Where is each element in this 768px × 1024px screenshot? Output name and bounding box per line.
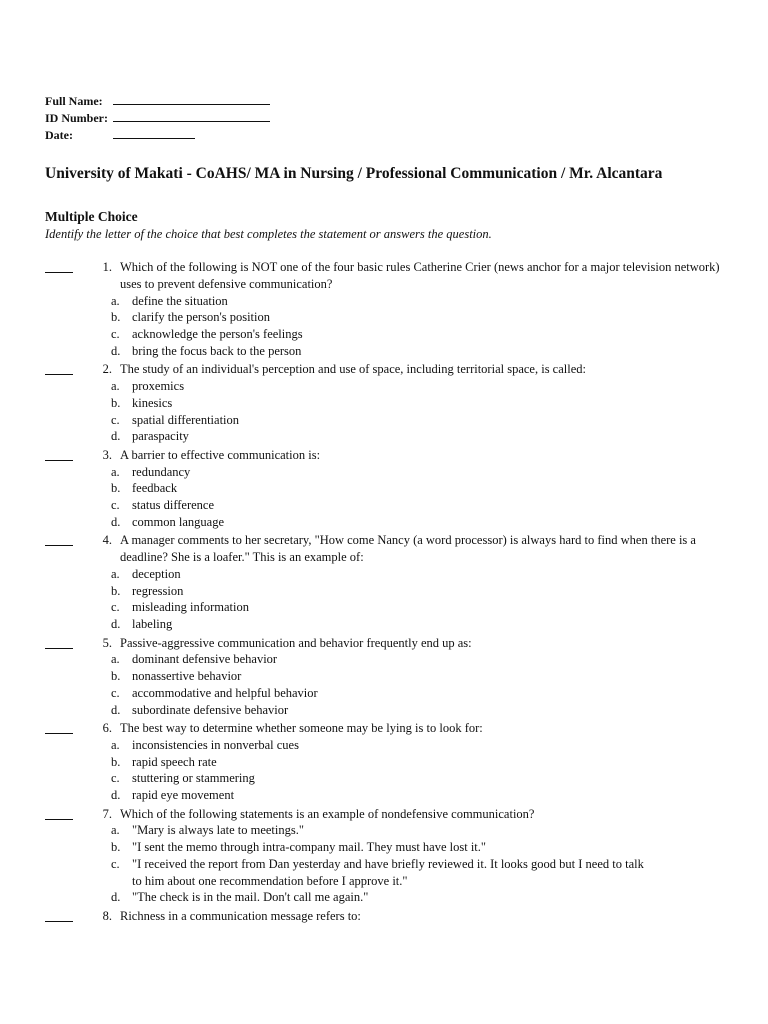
- answer-option: [111, 822, 735, 839]
- option-letter: b.: [111, 395, 121, 410]
- question-number: 2.: [102, 362, 112, 377]
- option-letter: c.: [111, 771, 120, 786]
- answer-option: [111, 651, 735, 668]
- option-text: misleading information: [132, 600, 249, 615]
- question-head: [45, 532, 735, 566]
- option-letter: d.: [111, 702, 121, 717]
- option-text: stuttering or stammering: [132, 771, 255, 786]
- question-number: 8.: [102, 908, 112, 923]
- answer-option: [111, 497, 735, 514]
- answer-option: [111, 787, 735, 804]
- option-letter: d.: [111, 429, 121, 444]
- question-item: [45, 806, 735, 907]
- answer-option: [111, 685, 735, 702]
- option-letter: c.: [111, 600, 120, 615]
- question-item: [45, 635, 735, 719]
- question-item: [45, 259, 735, 360]
- question-number: 6.: [102, 721, 112, 736]
- option-text: labeling: [132, 617, 173, 632]
- option-text: accommodative and helpful behavior: [132, 685, 318, 700]
- answer-option: [111, 737, 735, 754]
- answer-option: [111, 702, 735, 719]
- answer-option: [111, 616, 735, 633]
- option-text: inconsistencies in nonverbal cues: [132, 737, 299, 752]
- question-number: 4.: [102, 533, 112, 548]
- answer-option: [111, 378, 735, 395]
- option-letter: d.: [111, 890, 121, 905]
- date-row: [45, 127, 270, 144]
- section-instructions: Identify the letter of the choice that best completes the statement or answers the question.: [45, 227, 492, 241]
- answer-option: [111, 395, 735, 412]
- question-item: [45, 447, 735, 531]
- option-letter: c.: [111, 327, 120, 342]
- answer-option: [111, 566, 735, 583]
- answer-option: [111, 428, 735, 445]
- option-letter: d.: [111, 514, 121, 529]
- question-item: [45, 908, 735, 925]
- option-text: "I received the report from Dan yesterday and have briefly reviewed it. It looks good but I need to talk to him about one recommendation before I approve it.": [132, 856, 644, 888]
- option-text: nonassertive behavior: [132, 669, 242, 684]
- answer-blank: [45, 908, 73, 922]
- option-text: common language: [132, 514, 224, 529]
- option-list: [111, 737, 735, 804]
- option-text: dominant defensive behavior: [132, 652, 278, 667]
- answer-option: [111, 480, 735, 497]
- full-name-blank: [113, 93, 270, 105]
- option-list: [111, 378, 735, 445]
- question-head: [45, 447, 735, 464]
- option-letter: c.: [111, 498, 120, 513]
- id-number-blank: [113, 110, 270, 122]
- answer-blank: [45, 635, 73, 649]
- option-text: subordinate defensive behavior: [132, 702, 289, 717]
- option-letter: b.: [111, 481, 121, 496]
- option-text: "Mary is always late to meetings.": [132, 823, 304, 838]
- option-letter: b.: [111, 669, 121, 684]
- answer-option: [111, 343, 735, 360]
- option-letter: c.: [111, 856, 120, 871]
- option-letter: a.: [111, 823, 120, 838]
- option-text: paraspacity: [132, 429, 189, 444]
- option-text: rapid eye movement: [132, 788, 235, 803]
- question-text: A barrier to effective communication is:: [120, 447, 321, 462]
- option-text: acknowledge the person's feelings: [132, 327, 303, 342]
- option-text: redundancy: [132, 464, 191, 479]
- answer-option: [111, 464, 735, 481]
- answer-option: [111, 839, 735, 856]
- question-list: [45, 259, 735, 926]
- option-list: [111, 464, 735, 531]
- option-text: clarify the person's position: [132, 310, 270, 325]
- question-text: Passive-aggressive communication and behavior frequently end up as:: [120, 635, 472, 650]
- question-text: The best way to determine whether someone may be lying is to look for:: [120, 721, 483, 736]
- date-label: Date:: [45, 128, 73, 142]
- option-text: proxemics: [132, 379, 185, 394]
- question-head: [45, 361, 735, 378]
- answer-option: [111, 412, 735, 429]
- option-text: status difference: [132, 498, 215, 513]
- answer-blank: [45, 806, 73, 820]
- option-text: regression: [132, 583, 184, 598]
- answer-option: [111, 293, 735, 310]
- option-letter: c.: [111, 412, 120, 427]
- question-item: [45, 361, 735, 445]
- question-item: [45, 532, 735, 633]
- student-info-fields: [45, 93, 270, 144]
- question-head: [45, 259, 735, 293]
- answer-option: [111, 583, 735, 600]
- question-text: The study of an individual's perception and use of space, including territorial space, is called:: [120, 362, 586, 377]
- id-number-row: [45, 110, 270, 127]
- option-text: "The check is in the mail. Don't call me again.": [132, 890, 369, 905]
- question-head: [45, 720, 735, 737]
- question-text: Which of the following is NOT one of the four basic rules Catherine Crier (news anchor for a major television network) uses to prevent defensive communication?: [120, 260, 720, 291]
- date-blank: [113, 127, 195, 139]
- option-text: spatial differentiation: [132, 412, 240, 427]
- question-head: [45, 908, 735, 925]
- answer-option: [111, 754, 735, 771]
- id-number-label: ID Number:: [45, 111, 108, 125]
- question-text: Which of the following statements is an example of nondefensive communication?: [120, 806, 535, 821]
- question-head: [45, 806, 735, 823]
- option-text: bring the focus back to the person: [132, 343, 302, 358]
- option-letter: a.: [111, 566, 120, 581]
- option-text: kinesics: [132, 395, 173, 410]
- answer-blank: [45, 447, 73, 461]
- answer-option: [111, 326, 735, 343]
- option-letter: d.: [111, 343, 121, 358]
- option-letter: a.: [111, 737, 120, 752]
- question-item: [45, 720, 735, 804]
- option-letter: c.: [111, 685, 120, 700]
- option-text: define the situation: [132, 293, 228, 308]
- option-letter: a.: [111, 652, 120, 667]
- answer-option: [111, 599, 735, 616]
- full-name-label: Full Name:: [45, 94, 103, 108]
- answer-option: [111, 309, 735, 326]
- option-text: rapid speech rate: [132, 754, 217, 769]
- question-text: Richness in a communication message refers to:: [120, 908, 361, 923]
- question-number: 3.: [102, 447, 112, 462]
- question-head: [45, 635, 735, 652]
- answer-blank: [45, 720, 73, 734]
- answer-option: [111, 514, 735, 531]
- course-title: University of Makati - CoAHS/ MA in Nursing / Professional Communication / Mr. Alcantara: [45, 165, 663, 182]
- answer-blank: [45, 532, 73, 546]
- section-title: Multiple Choice: [45, 209, 138, 224]
- full-name-row: [45, 93, 270, 110]
- option-text: "I sent the memo through intra-company mail. They must have lost it.": [132, 840, 487, 855]
- answer-option: [111, 856, 735, 890]
- question-number: 7.: [102, 806, 112, 821]
- option-letter: a.: [111, 379, 120, 394]
- answer-option: [111, 668, 735, 685]
- option-list: [111, 822, 735, 906]
- question-number: 5.: [102, 635, 112, 650]
- option-list: [111, 566, 735, 633]
- option-letter: b.: [111, 583, 121, 598]
- option-text: deception: [132, 566, 181, 581]
- option-letter: b.: [111, 754, 121, 769]
- option-letter: a.: [111, 464, 120, 479]
- question-number: 1.: [102, 260, 112, 274]
- answer-option: [111, 889, 735, 906]
- answer-blank: [45, 361, 73, 375]
- option-list: [111, 651, 735, 718]
- option-letter: d.: [111, 617, 121, 632]
- option-letter: a.: [111, 293, 120, 308]
- answer-option: [111, 770, 735, 787]
- question-text: A manager comments to her secretary, "How come Nancy (a word processor) is always hard to find when there is a deadline? She is a loafer." This is an example of:: [120, 533, 696, 565]
- option-list: [111, 293, 735, 360]
- option-letter: d.: [111, 788, 121, 803]
- answer-blank: [45, 259, 73, 273]
- option-letter: b.: [111, 840, 121, 855]
- option-text: feedback: [132, 481, 178, 496]
- option-letter: b.: [111, 310, 121, 325]
